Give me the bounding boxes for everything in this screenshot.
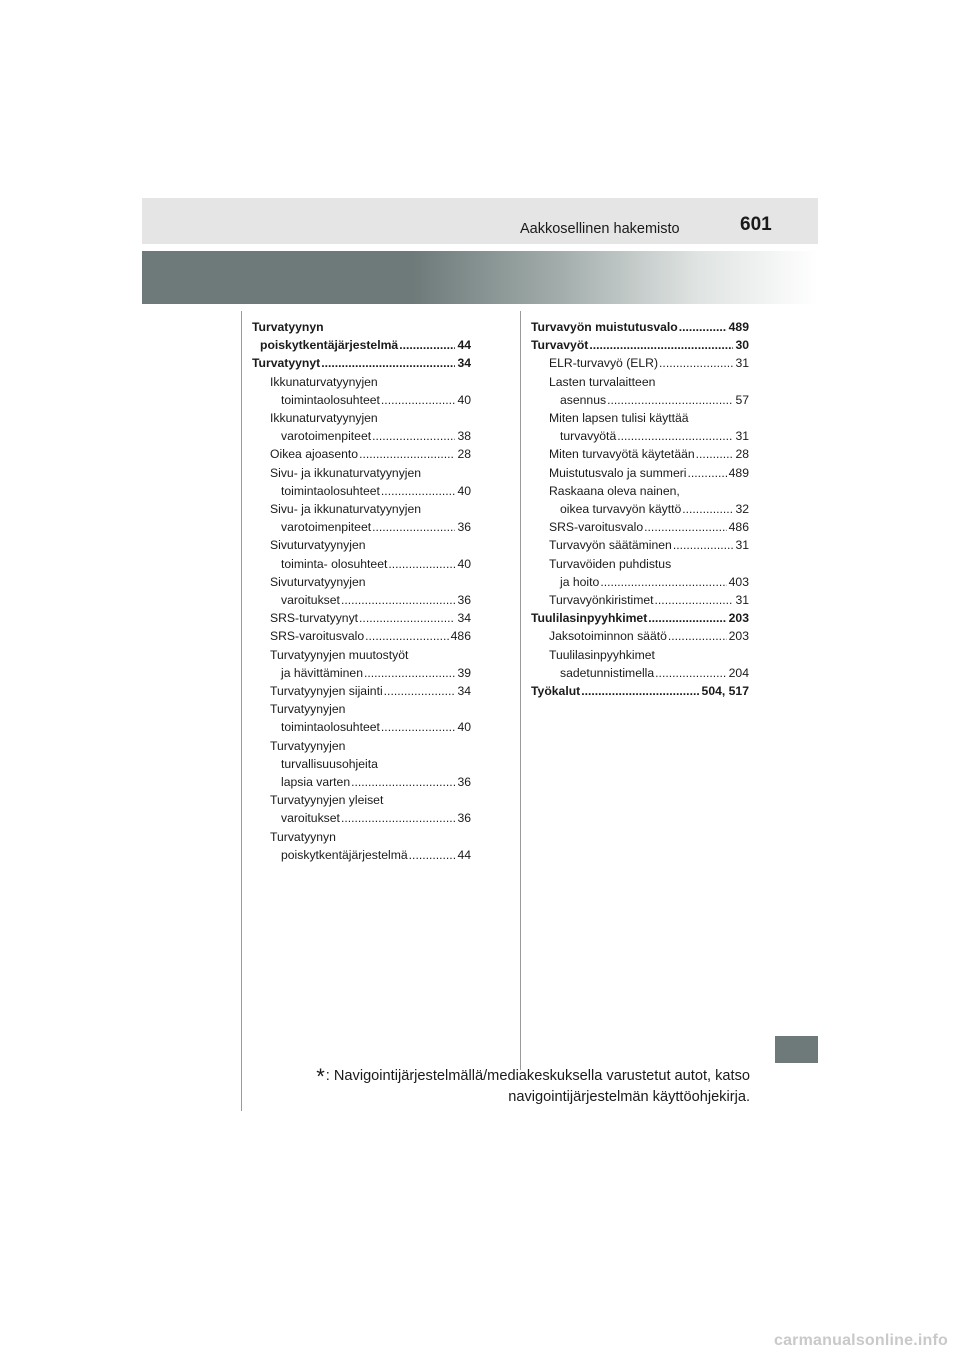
dot-leader (388, 555, 455, 573)
index-entry-term: Sivuturvatyynyjen (270, 574, 366, 589)
index-entry-page: 32 (735, 502, 749, 517)
index-entry (531, 500, 749, 518)
index-entry-page: 403 (728, 574, 749, 589)
dot-leader (384, 682, 456, 700)
dot-leader (359, 609, 455, 627)
index-entry (252, 464, 471, 482)
index-entry (252, 500, 471, 518)
index-entry (252, 445, 471, 463)
index-entry-term: Sivu- ja ikkunaturvatyynyjen (270, 502, 422, 517)
index-entry-term: Oikea ajoasento (270, 447, 359, 462)
index-entry (252, 828, 471, 846)
index-entry-term: asennus (560, 392, 607, 407)
dot-leader (617, 427, 733, 445)
index-entry (252, 755, 471, 773)
index-entry (531, 646, 749, 664)
index-entry-term: Ikkunaturvatyynyjen (270, 411, 378, 426)
index-entry-term: sadetunnistimella (560, 665, 655, 680)
index-entry-page: 40 (457, 720, 471, 735)
dot-leader (409, 846, 456, 864)
index-entry (252, 627, 471, 645)
index-entry-page: 30 (735, 338, 749, 353)
index-entry-term: varotoimenpiteet (281, 520, 372, 535)
index-entry-page: 28 (457, 447, 471, 462)
dot-leader (381, 718, 456, 736)
index-entry (252, 646, 471, 664)
dot-leader (341, 809, 456, 827)
dot-leader (381, 391, 456, 409)
dot-leader (381, 482, 456, 500)
index-entry (252, 555, 471, 573)
dot-leader (321, 354, 455, 372)
index-entry-term: Lasten turvalaitteen (549, 374, 656, 389)
index-entry-term: Tuulilasinpyyhkimet (531, 611, 648, 626)
index-entry-page: 489 (728, 320, 749, 334)
index-entry-page: 44 (457, 338, 471, 353)
section-title: Aakkosellinen hakemisto (520, 221, 680, 237)
index-entry-page: 31 (735, 429, 749, 444)
index-entry-term: Työkalut (531, 684, 581, 699)
dot-leader (341, 591, 456, 609)
dot-leader (668, 627, 727, 645)
index-entry-term: Turvavyön muistutusvalo (531, 320, 678, 334)
dot-leader (655, 591, 734, 609)
index-entry (531, 445, 749, 463)
index-entry (531, 536, 749, 554)
index-entry-page: 57 (735, 392, 749, 407)
index-entry-page: 36 (457, 811, 471, 826)
index-entry-page: 486 (728, 520, 749, 535)
index-entry (252, 427, 471, 445)
watermark: carmanualsonline.info (773, 1332, 948, 1349)
index-entry-page: 34 (457, 356, 471, 371)
index-entry-term: toiminta- olosuhteet (281, 556, 388, 571)
index-entry-term: Sivuturvatyynyjen (270, 538, 366, 553)
index-entry-term: Ikkunaturvatyynyjen (270, 374, 378, 389)
index-entry-page: 489 (728, 465, 749, 480)
index-entry-term: Raskaana oleva nainen, (549, 483, 680, 498)
index-entry-page: 31 (735, 356, 749, 371)
index-entry-term: turvavyötä (560, 429, 617, 444)
index-entry-term: toimintaolosuhteet (281, 720, 380, 735)
dot-leader (372, 518, 455, 536)
index-entry-page: 39 (457, 665, 471, 680)
header-gradient-bar (142, 251, 818, 304)
index-entry-page: 28 (735, 447, 749, 462)
index-entry-page: 203 (728, 629, 749, 644)
index-entry (252, 373, 471, 391)
dot-leader (359, 445, 455, 463)
index-entry-page: 40 (457, 483, 471, 498)
index-entry-term: lapsia varten (281, 775, 351, 790)
index-entry-page: 40 (457, 556, 471, 571)
index-entry-page: 31 (735, 593, 749, 608)
dot-leader (351, 773, 455, 791)
dot-leader (659, 354, 733, 372)
index-entry-term: SRS-varoitusvalo (270, 629, 365, 644)
index-entry-term: ja hoito (560, 574, 600, 589)
index-entry-term: Muistutusvalo ja summeri (549, 465, 687, 480)
index-entry (531, 627, 749, 645)
index-entry-page: 31 (735, 538, 749, 553)
index-entry (531, 373, 749, 391)
index-entry-term: poiskytkentäjärjestelmä (260, 338, 399, 353)
index-entry (252, 336, 471, 354)
index-entry-term: Turvatyynyn (270, 829, 336, 844)
index-entry-term: Turvavyönkiristimet (549, 593, 654, 608)
index-entry (252, 846, 471, 864)
index-entry (531, 354, 749, 372)
dot-leader (372, 427, 455, 445)
index-entry-term: SRS-turvatyynyt (270, 611, 359, 626)
dot-leader (679, 318, 727, 336)
footnote-marker: * (316, 1064, 325, 1089)
index-entry (252, 809, 471, 827)
index-column-left (252, 318, 471, 864)
dot-leader (673, 536, 734, 554)
index-entry (531, 482, 749, 500)
index-entry-page: 504, 517 (701, 684, 749, 699)
index-entry (531, 464, 749, 482)
index-entry (252, 591, 471, 609)
index-entry-term: Turvatyynyjen (270, 702, 346, 717)
index-entry (531, 518, 749, 536)
index-entry (252, 773, 471, 791)
index-entry-term: Miten lapsen tulisi käyttää (549, 411, 689, 426)
index-entry-term: Turvavyöt (531, 338, 589, 353)
index-entry (252, 664, 471, 682)
index-entry-term: Turvavöiden puhdistus (549, 556, 672, 571)
index-entry (252, 573, 471, 591)
index-entry (252, 700, 471, 718)
page-number: 601 (740, 214, 772, 235)
dot-leader (655, 664, 726, 682)
index-entry-term: toimintaolosuhteet (281, 483, 380, 498)
dot-leader (682, 500, 733, 518)
index-entry (531, 609, 749, 627)
index-entry-term: Turvatyynyn (252, 320, 324, 334)
index-entry-page: 36 (457, 520, 471, 535)
index-entry (531, 318, 749, 336)
index-entry-term: Turvatyynyt (252, 356, 321, 371)
index-entry-term: oikea turvavyön käyttö (560, 502, 682, 517)
dot-leader (600, 573, 726, 591)
index-entry-term: varoitukset (281, 811, 340, 826)
index-entry (531, 391, 749, 409)
index-entry-term: ja hävittäminen (281, 665, 363, 680)
index-entry (531, 664, 749, 682)
index-entry-page: 36 (457, 775, 471, 790)
index-column-right (531, 318, 749, 700)
index-entry-term: Sivu- ja ikkunaturvatyynyjen (270, 465, 422, 480)
index-entry-term: poiskytkentäjärjestelmä (281, 847, 408, 862)
index-entry-term: Jaksotoiminnon säätö (549, 629, 667, 644)
index-entry-term: varotoimenpiteet (281, 429, 372, 444)
index-entry (531, 682, 749, 700)
index-entry-term: ELR-turvavyö (ELR) (549, 356, 659, 371)
index-entry (531, 573, 749, 591)
index-entry (252, 536, 471, 554)
index-entry-page: 486 (450, 629, 471, 644)
index-entry (252, 482, 471, 500)
index-entry-page: 34 (457, 684, 471, 699)
index-entry-term: SRS-varoitusvalo (549, 520, 644, 535)
footnote (296, 1066, 750, 1107)
dot-leader (688, 464, 727, 482)
index-entry-term: toimintaolosuhteet (281, 392, 380, 407)
index-entry-term: Turvatyynyjen yleiset (270, 793, 384, 808)
footnote-text-1: : Navigointijärjestelmällä/mediakeskuksella varustetut autot, katso (325, 1068, 750, 1084)
index-entry-page: 34 (457, 611, 471, 626)
index-entry (252, 409, 471, 427)
index-entry-term: varoitukset (281, 593, 340, 608)
dot-leader (607, 391, 733, 409)
dot-leader (581, 682, 699, 700)
index-entry-page: 38 (457, 429, 471, 444)
index-entry-term: Tuulilasinpyyhkimet (549, 647, 655, 662)
chapter-tab (775, 1036, 818, 1063)
index-entry (531, 555, 749, 573)
footnote-line-2: navigointijärjestelmän käyttöohjekirja. (508, 1089, 750, 1105)
dot-leader (399, 336, 455, 354)
index-entry (252, 518, 471, 536)
index-entry (252, 609, 471, 627)
index-entry (252, 791, 471, 809)
index-entry-term: Miten turvavyötä käytetään (549, 447, 695, 462)
footnote-line-1 (296, 1066, 750, 1087)
left-margin-rule (241, 311, 242, 1111)
dot-leader (644, 518, 727, 536)
index-entry-term: Turvavyön säätäminen (549, 538, 672, 553)
dot-leader (364, 664, 455, 682)
index-entry (252, 718, 471, 736)
index-entry-term: Turvatyynyjen muutostyöt (270, 647, 409, 662)
index-entry (531, 591, 749, 609)
dot-leader (648, 609, 726, 627)
index-entry-page: 36 (457, 593, 471, 608)
index-entry (531, 336, 749, 354)
index-entry (531, 427, 749, 445)
column-divider (520, 311, 521, 1070)
dot-leader (696, 445, 734, 463)
index-entry (252, 354, 471, 372)
index-entry (252, 737, 471, 755)
index-entry (252, 682, 471, 700)
index-entry-page: 40 (457, 392, 471, 407)
index-entry-page: 203 (728, 611, 749, 626)
index-entry (531, 409, 749, 427)
index-entry-term: Turvatyynyjen (270, 738, 346, 753)
index-entry-page: 204 (728, 665, 749, 680)
index-entry-term: Turvatyynyjen sijainti (270, 684, 383, 699)
index-entry (252, 318, 471, 336)
dot-leader (589, 336, 733, 354)
dot-leader (365, 627, 449, 645)
index-entry-page: 44 (457, 847, 471, 862)
index-entry-term: turvallisuusohjeita (281, 756, 378, 771)
header-band (142, 198, 818, 244)
index-entry (252, 391, 471, 409)
